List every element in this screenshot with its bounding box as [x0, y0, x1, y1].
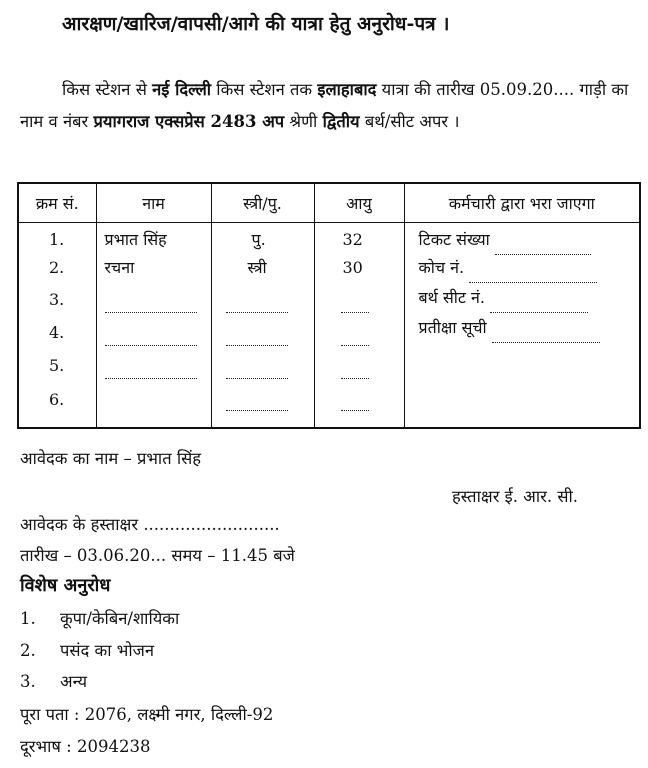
header-name: नाम: [96, 183, 211, 223]
travel-class: द्वितीय: [322, 112, 360, 131]
age-blank-5: [341, 349, 369, 379]
passenger-gender-2: स्त्री: [247, 258, 267, 277]
from-station: नई दिल्ली: [152, 80, 212, 99]
age-blank-6: [341, 381, 369, 411]
name-blank-5: [105, 349, 197, 379]
ticket-number-field: टिकट संख्या: [419, 225, 591, 255]
gender-blank-4: [226, 316, 288, 346]
passenger-name-1: प्रभात सिंह: [104, 230, 167, 249]
date-time: तारीख – 03.06.20... समय – 11.45 बजे: [20, 546, 295, 565]
intro-text-3: यात्रा की तारीख 05.09.20.... गाड़ी का नाम व नंबर: [20, 80, 629, 131]
staff-column: [405, 223, 640, 427]
gender-blank-6: [226, 381, 288, 411]
intro-text-5: बर्थ/सीट अपर ।: [359, 112, 460, 131]
header-gender: स्त्री/पु.: [211, 183, 314, 223]
gender-blank-5: [226, 349, 288, 379]
serial-1: 1.: [49, 230, 65, 249]
serial-5: 5.: [49, 356, 65, 375]
passenger-name-2: रचना: [104, 258, 135, 277]
intro-text-4: श्रेणी: [284, 112, 323, 131]
serial-2: 2.: [49, 258, 65, 277]
name-blank-4: [105, 316, 197, 346]
to-station: इलाहाबाद: [317, 80, 377, 99]
gender-blank-3: [226, 283, 288, 313]
phone-number: दूरभाष : 2094238: [20, 737, 151, 756]
serial-4: 4.: [49, 323, 65, 342]
serial-3: 3.: [49, 290, 65, 309]
passenger-gender-1: पु.: [251, 230, 266, 249]
serial-6: 6.: [49, 390, 65, 409]
berth-seat-field: बर्थ सीट नं.: [419, 283, 589, 313]
age-blank-4: [341, 316, 369, 346]
journey-details: [20, 74, 638, 138]
applicant-signature: आवेदक के हस्ताक्षर ..........................: [20, 515, 280, 534]
special-item-1: 1. कूपा/केबिन/शायिका: [20, 609, 180, 628]
applicant-name: आवेदक का नाम – प्रभात सिंह: [20, 449, 202, 468]
coach-number-field: कोच नं.: [419, 253, 598, 283]
intro-text-2: किस स्टेशन तक: [211, 80, 318, 99]
age-column: [315, 223, 404, 427]
erc-signature-label: हस्ताक्षर ई. आर. सी.: [452, 487, 579, 506]
train-name-number: प्रयागराज एक्सप्रेस 2483 अप: [93, 112, 285, 131]
age-blank-3: [341, 283, 369, 313]
gender-column: [212, 223, 314, 427]
full-address: पूरा पता : 2076, लक्ष्मी नगर, दिल्ली-92: [20, 705, 274, 724]
special-request-heading: विशेष अनुरोध: [20, 575, 111, 596]
name-column: [97, 223, 211, 427]
header-serial: क्रम सं.: [18, 183, 96, 223]
passenger-table: [17, 182, 641, 429]
intro-text-1: किस स्टेशन से: [62, 80, 153, 99]
special-item-2: 2. पसंद का भोजन: [20, 641, 154, 660]
header-staff: कर्मचारी द्वारा भरा जाएगा: [404, 183, 640, 223]
serial-column: [19, 223, 96, 427]
header-age: आयु: [314, 183, 404, 223]
passenger-age-2: 30: [342, 258, 363, 277]
special-item-3: 3. अन्य: [20, 672, 88, 691]
form-title: आरक्षण/खारिज/वापसी/आगे की यात्रा हेतु अनुरोध-पत्र ।: [62, 13, 450, 35]
waiting-list-field: प्रतीक्षा सूची: [419, 313, 600, 343]
name-blank-3: [105, 283, 197, 313]
passenger-age-1: 32: [342, 230, 363, 249]
table-header-row: [18, 183, 640, 223]
